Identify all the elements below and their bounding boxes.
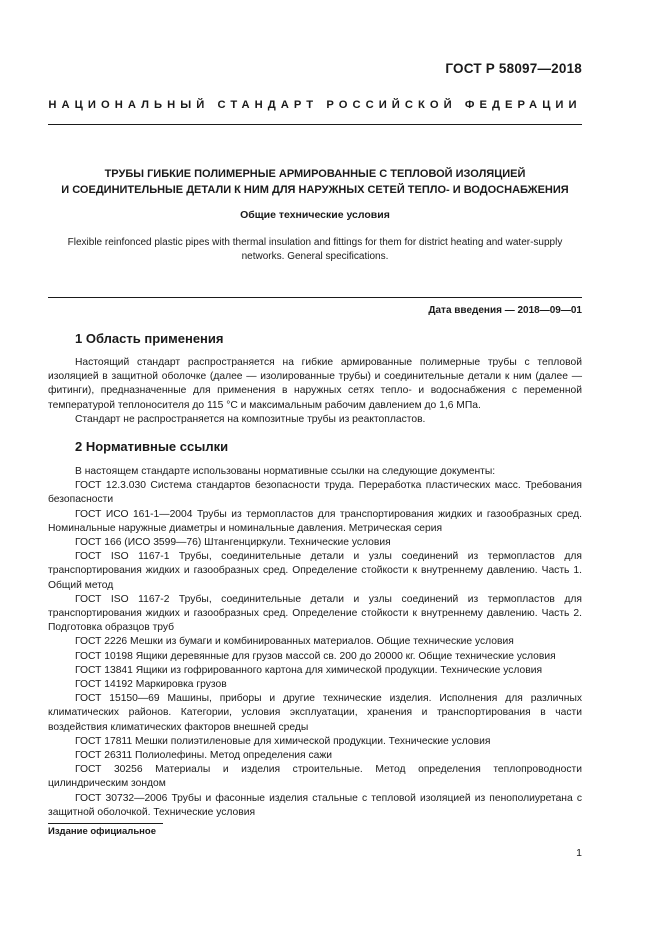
- section-2-heading: 2 Нормативные ссылки: [75, 439, 229, 454]
- english-title-line-1: Flexible reinfonced plastic pipes with thermal insulation and fittings for them for district heating and water-supply: [67, 237, 563, 248]
- middle-divider: [48, 297, 582, 298]
- document-title: [48, 167, 582, 198]
- section-2-body: [48, 465, 582, 820]
- section-1-heading: 1 Область применения: [75, 331, 224, 346]
- reference-item: ГОСТ ISO 1167-1 Трубы, соединительные детали и узлы соединений из термопластов для транспортирования жидких и газообразных сред. Определение стойкости к внутреннему давлению. Часть 1. Общий метод: [48, 551, 582, 591]
- reference-item: ГОСТ 26311 Полиолефины. Метод определения сажи: [75, 750, 333, 762]
- reference-item: ГОСТ ISO 1167-2 Трубы, соединительные детали и узлы соединений из термопластов для транспортирования жидких и газообразных сред. Определение стойкости к внутреннему давлению. Часть 2. Подготовка образцов труб: [48, 593, 582, 634]
- reference-item: ГОСТ 14192 Маркировка грузов: [75, 679, 227, 691]
- footer-divider: [48, 823, 163, 824]
- reference-item: ГОСТ 12.3.030 Система стандартов безопасности труда. Переработка пластических масс. Требования безопасности: [48, 480, 582, 506]
- title-line-1: ТРУБЫ ГИБКИЕ ПОЛИМЕРНЫЕ АРМИРОВАННЫЕ С ТЕПЛОВОЙ ИЗОЛЯЦИЕЙ: [104, 168, 526, 180]
- reference-item: ГОСТ ИСО 161-1—2004 Трубы из термопластов для транспортирования жидких и газообразных сред. Номинальные наружные диаметры и номинальные давления. Метрическая серия: [48, 508, 582, 534]
- reference-item: ГОСТ 15150—69 Машины, приборы и другие технические изделия. Исполнения для различных климатических районов. Категории, условия эксплуатации, хранения и транспортирования в части воздействия климатических факторов внешней среды: [48, 693, 582, 733]
- english-title: [48, 236, 582, 264]
- title-line-2: И СОЕДИНИТЕЛЬНЫЕ ДЕТАЛИ К НИМ ДЛЯ НАРУЖНЫХ СЕТЕЙ ТЕПЛО- И ВОДОСНАБЖЕНИЯ: [61, 183, 569, 196]
- reference-item: ГОСТ 30256 Материалы и изделия строительные. Метод определения теплопроводности цилиндрическим зондом: [48, 764, 582, 790]
- english-title-line-2: networks. General specifications.: [241, 251, 389, 262]
- introduction-date: Дата введения — 2018—09—01: [428, 305, 582, 316]
- paragraph: В настоящем стандарте использованы нормативные ссылки на следующие документы:: [75, 466, 496, 477]
- paragraph: Настоящий стандарт распространяется на гибкие армированные полимерные трубы с тепловой изоляцией в защитной оболочке (далее — изолированные трубы) и соединительные детали к ним (далее — фитинги), предназначенные для применения в наружных сетях тепло- и водоснабжения с переменной температурой теплоносителя до 115 °С и максимальным рабочим давлением до 1,6 МПа.: [48, 357, 582, 411]
- document-subtitle: Общие технические условия: [240, 209, 390, 221]
- standard-number: ГОСТ Р 58097—2018: [445, 61, 582, 76]
- section-1-body: [48, 356, 582, 427]
- reference-item: ГОСТ 30732—2006 Трубы и фасонные изделия стальные с тепловой изоляцией из пенополиуретана с защитной оболочкой. Технические условия: [48, 792, 582, 818]
- top-divider: [48, 124, 582, 125]
- paragraph: Стандарт не распространяется на композитные трубы из реактопластов.: [75, 413, 426, 425]
- reference-item: ГОСТ 166 (ИСО 3599—76) Штангенциркули. Технические условия: [75, 537, 391, 549]
- reference-item: ГОСТ 17811 Мешки полиэтиленовые для химической продукции. Технические условия: [75, 735, 491, 747]
- page-number: 1: [576, 847, 582, 859]
- reference-item: ГОСТ 2226 Мешки из бумаги и комбинированных материалов. Общие технические условия: [75, 636, 514, 648]
- reference-item: ГОСТ 10198 Ящики деревянные для грузов массой св. 200 до 20000 кг. Общие технические условия: [75, 650, 556, 662]
- official-edition-label: Издание официальное: [48, 826, 156, 837]
- national-standard-heading: НАЦИОНАЛЬНЫЙ СТАНДАРТ РОССИЙСКОЙ ФЕДЕРАЦИИ: [48, 99, 582, 111]
- reference-item: ГОСТ 13841 Ящики из гофрированного картона для химической продукции. Технические условия: [75, 664, 543, 676]
